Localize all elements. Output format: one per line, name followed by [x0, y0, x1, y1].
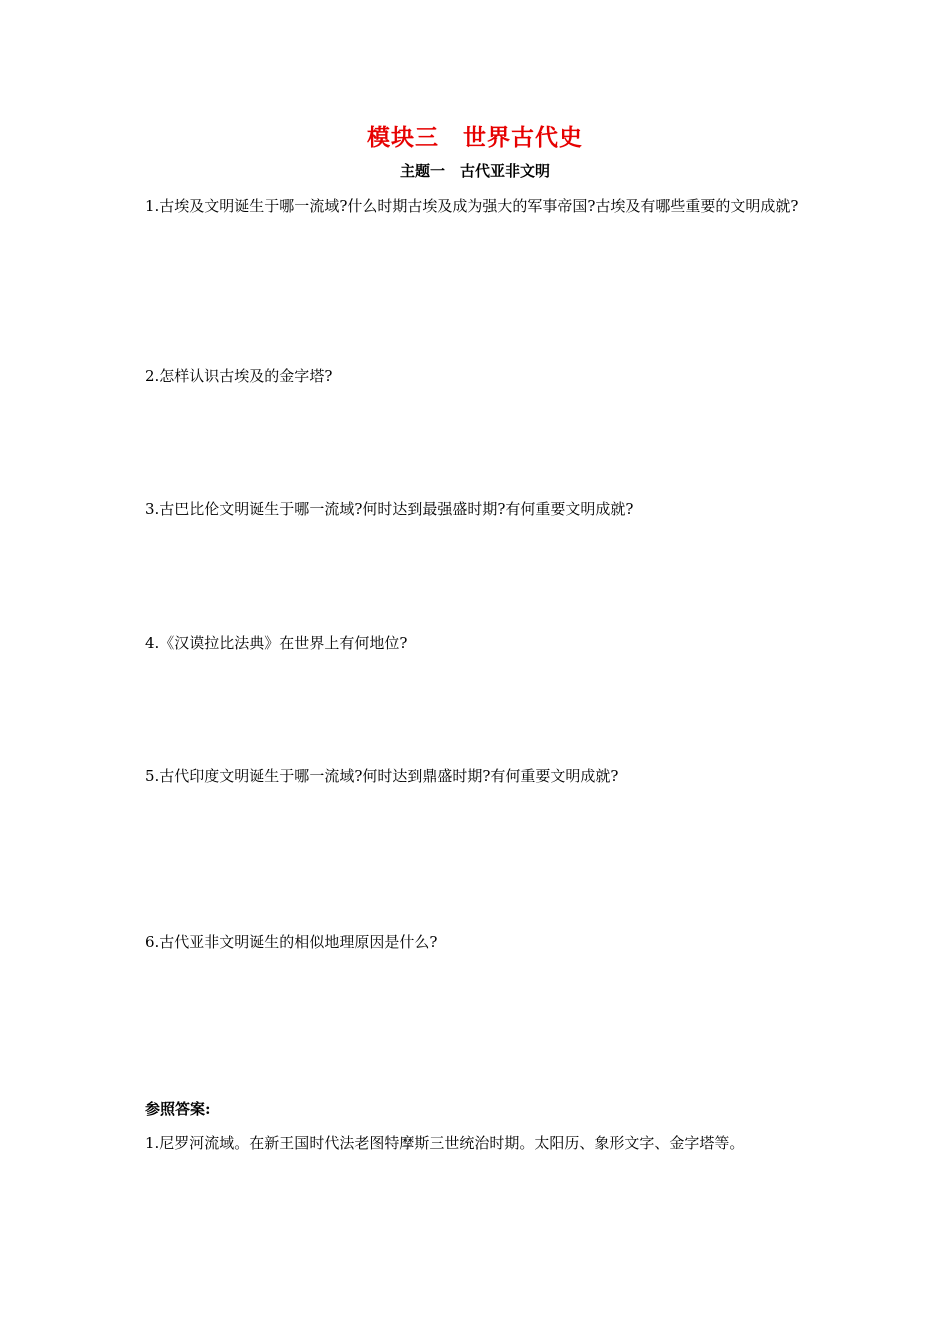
question-6: 6.古代亚非文明诞生的相似地理原因是什么?	[145, 933, 438, 951]
answers-heading: 参照答案:	[145, 1100, 211, 1118]
question-5: 5.古代印度文明诞生于哪一流域?何时达到鼎盛时期?有何重要文明成就?	[145, 767, 619, 785]
question-4: 4.《汉谟拉比法典》在世界上有何地位?	[145, 634, 408, 652]
question-2: 2.怎样认识古埃及的金字塔?	[145, 367, 333, 385]
question-3: 3.古巴比伦文明诞生于哪一流域?何时达到最强盛时期?有何重要文明成就?	[145, 500, 634, 518]
answer-1: 1.尼罗河流域。在新王国时代法老图特摩斯三世统治时期。太阳历、象形文字、金字塔等。	[145, 1134, 745, 1152]
question-1: 1.古埃及文明诞生于哪一流域?什么时期古埃及成为强大的军事帝国?古埃及有哪些重要的文明成就?	[145, 197, 799, 215]
topic-subtitle: 主题一 古代亚非文明	[399, 162, 550, 180]
module-title: 模块三 世界古代史	[367, 124, 583, 151]
